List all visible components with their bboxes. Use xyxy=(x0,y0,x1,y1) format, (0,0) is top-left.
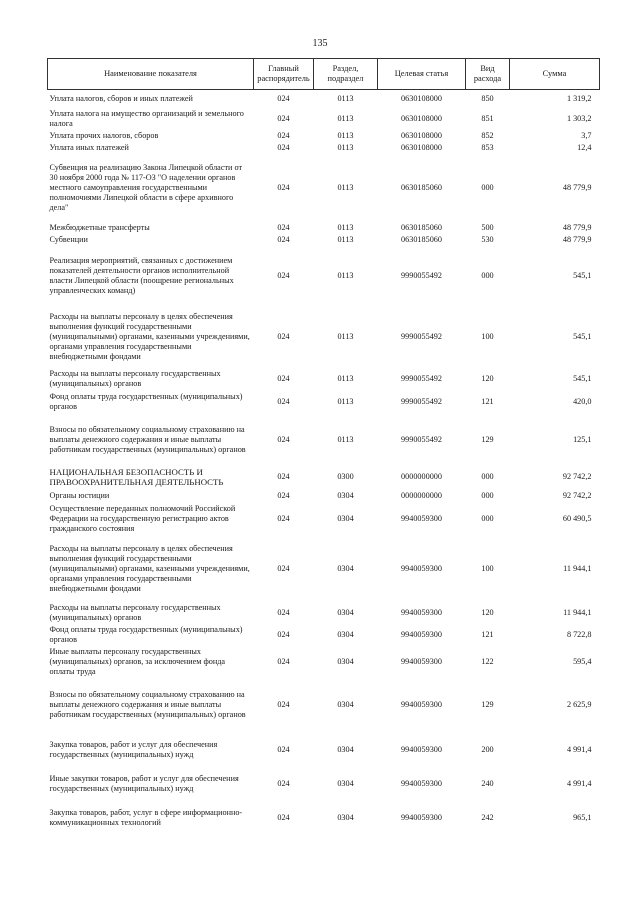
cell-expense-type: 850 xyxy=(481,93,494,103)
cell-target: 9940059300 xyxy=(401,629,442,639)
cell-section: 0113 xyxy=(337,182,354,192)
cell-section: 0300 xyxy=(337,472,354,481)
cell-main-manager: 024 xyxy=(277,513,290,523)
cell-expense-type: 200 xyxy=(481,745,494,754)
cell-name: Иные закупки товаров, работ и услуг для обеспечения государственных (муниципальных) нужд xyxy=(49,774,239,793)
cell-main-manager: 024 xyxy=(277,130,290,140)
cell-target: 9990055492 xyxy=(401,373,442,383)
cell-main-manager: 024 xyxy=(277,182,290,192)
cell-expense-type: 129 xyxy=(481,700,494,709)
cell-amount: 12,4 xyxy=(577,142,592,152)
cell-main-manager: 024 xyxy=(277,270,290,280)
cell-expense-type: 121 xyxy=(481,397,494,406)
cell-expense-type: 120 xyxy=(481,607,494,617)
budget-table xyxy=(47,58,600,835)
header-expense-type: Вид расхода xyxy=(466,59,510,90)
cell-section: 0304 xyxy=(337,779,354,788)
cell-expense-type: 242 xyxy=(481,812,494,822)
cell-main-manager: 024 xyxy=(277,142,290,152)
table-row xyxy=(48,415,600,465)
cell-target: 0630185060 xyxy=(401,182,442,192)
cell-name: Закупка товаров, работ, услуг в сфере информационно-коммуникационных технологий xyxy=(49,807,243,827)
cell-main-manager: 024 xyxy=(277,656,290,666)
cell-name: НАЦИОНАЛЬНАЯ БЕЗОПАСНОСТЬ И ПРАВООХРАНИТЕЛЬНАЯ ДЕЯТЕЛЬНОСТЬ xyxy=(49,467,224,487)
cell-name: Фонд оплаты труда государственных (муниципальных) органов xyxy=(49,624,243,644)
cell-expense-type: 122 xyxy=(481,656,494,666)
table-row xyxy=(48,234,600,246)
cell-target: 0630185060 xyxy=(401,222,442,232)
table-row xyxy=(48,130,600,142)
table-row xyxy=(48,108,600,130)
cell-target: 9940059300 xyxy=(401,513,442,523)
cell-name: Закупка товаров, работ и услуг для обеспечения государственных (муниципальных) нужд xyxy=(49,740,218,759)
cell-name: Реализация мероприятий, связанных с достижением показателей деятельности органов исполнительной власти Липецкой области (поощрение региональных управленческих команд) xyxy=(49,255,234,295)
table-row xyxy=(48,624,600,646)
cell-amount: 92 742,2 xyxy=(562,472,592,481)
cell-main-manager: 024 xyxy=(277,222,290,232)
cell-name: Межбюджетные трансферты xyxy=(49,222,150,232)
header-section: Раздел, подраздел xyxy=(314,59,378,90)
cell-section: 0113 xyxy=(337,113,354,123)
cell-target: 0000000000 xyxy=(401,490,442,500)
cell-expense-type: 100 xyxy=(481,331,494,341)
cell-amount: 48 779,9 xyxy=(562,182,592,192)
cell-target: 0630108000 xyxy=(401,142,442,152)
cell-main-manager: 024 xyxy=(277,373,290,383)
cell-name: Уплата иных платежей xyxy=(49,142,129,152)
cell-name: Осуществление переданных полномочий Российской Федерации на государственную регистрацию актов гражданского состояния xyxy=(49,503,236,533)
cell-expense-type: 530 xyxy=(481,234,494,244)
cell-target: 0630108000 xyxy=(401,130,442,140)
cell-expense-type: 853 xyxy=(481,142,494,152)
cell-name: Уплата прочих налогов, сборов xyxy=(49,130,159,140)
cell-amount: 48 779,9 xyxy=(562,222,592,232)
cell-main-manager: 024 xyxy=(277,93,290,103)
cell-section: 0304 xyxy=(337,607,354,617)
cell-expense-type: 000 xyxy=(481,490,494,500)
cell-target: 0630108000 xyxy=(401,93,442,103)
cell-section: 0304 xyxy=(337,812,354,822)
cell-name: Расходы на выплаты персоналу государственных (муниципальных) органов xyxy=(49,602,221,622)
cell-name: Взносы по обязательному социальному страхованию на выплаты денежного содержания и иные выплаты работникам государственных (муниципальных) органов xyxy=(49,690,246,719)
table-row xyxy=(48,678,600,733)
cell-name: Иные выплаты персоналу государственных (муниципальных) органов, за исключением фонда оплаты труда xyxy=(49,646,226,676)
cell-amount: 4 991,4 xyxy=(566,745,592,754)
cell-expense-type: 852 xyxy=(481,130,494,140)
cell-main-manager: 024 xyxy=(277,397,290,406)
cell-amount: 420,0 xyxy=(573,397,592,406)
header-main-manager: Главный распорядитель xyxy=(254,59,314,90)
cell-name: Расходы на выплаты персоналу в целях обеспечения выполнения функций государственными (муниципальными) органами, казенными учреждениями, органами управления государственными внебюджетными фондами xyxy=(49,543,250,593)
table-row xyxy=(48,154,600,222)
table-row xyxy=(48,801,600,835)
cell-main-manager: 024 xyxy=(277,331,290,341)
cell-amount: 125,1 xyxy=(573,434,592,444)
cell-target: 9940059300 xyxy=(401,607,442,617)
cell-section: 0113 xyxy=(337,222,354,232)
cell-section: 0113 xyxy=(337,93,354,103)
cell-expense-type: 000 xyxy=(481,182,494,192)
cell-target: 9940059300 xyxy=(401,745,442,754)
cell-name: Взносы по обязательному социальному страхованию на выплаты денежного содержания и иные выплаты работникам государственных (муниципальных) органов xyxy=(49,424,246,454)
cell-amount: 11 944,1 xyxy=(563,607,592,617)
cell-amount: 48 779,9 xyxy=(562,234,592,244)
cell-expense-type: 120 xyxy=(481,373,494,383)
cell-amount: 595,4 xyxy=(573,656,592,666)
cell-section: 0113 xyxy=(337,434,354,444)
cell-section: 0304 xyxy=(337,629,354,639)
table-row xyxy=(48,306,600,368)
cell-target: 9940059300 xyxy=(401,656,442,666)
table-row xyxy=(48,536,600,602)
cell-name: Расходы на выплаты персоналу государственных (муниципальных) органов xyxy=(49,368,221,388)
table-row xyxy=(48,368,600,390)
cell-target: 9940059300 xyxy=(401,700,442,709)
cell-amount: 545,1 xyxy=(573,331,592,341)
cell-target: 0630108000 xyxy=(401,113,442,123)
cell-expense-type: 100 xyxy=(481,563,494,573)
cell-main-manager: 024 xyxy=(277,745,290,754)
table-row xyxy=(48,733,600,768)
cell-main-manager: 024 xyxy=(277,700,290,709)
table-row xyxy=(48,502,600,536)
cell-main-manager: 024 xyxy=(277,629,290,639)
table-row xyxy=(48,90,600,108)
cell-amount: 1 319,2 xyxy=(566,93,592,103)
table-row xyxy=(48,646,600,678)
cell-main-manager: 024 xyxy=(277,607,290,617)
cell-expense-type: 000 xyxy=(481,270,494,280)
cell-section: 0113 xyxy=(337,397,354,406)
cell-target: 9940059300 xyxy=(401,812,442,822)
cell-amount: 3,7 xyxy=(581,130,592,140)
cell-amount: 92 742,2 xyxy=(562,490,592,500)
cell-section: 0113 xyxy=(337,331,354,341)
cell-expense-type: 240 xyxy=(481,779,494,788)
cell-expense-type: 500 xyxy=(481,222,494,232)
cell-target: 9940059300 xyxy=(401,779,442,788)
cell-target: 0000000000 xyxy=(401,472,442,481)
cell-name: Субвенции xyxy=(49,234,88,244)
cell-main-manager: 024 xyxy=(277,434,290,444)
cell-section: 0304 xyxy=(337,656,354,666)
cell-name: Уплата налога на имущество организаций и земельного налога xyxy=(49,108,244,128)
cell-target: 9990055492 xyxy=(401,331,442,341)
cell-expense-type: 000 xyxy=(481,513,494,523)
cell-section: 0113 xyxy=(337,270,354,280)
cell-main-manager: 024 xyxy=(277,472,290,481)
cell-amount: 1 303,2 xyxy=(566,113,592,123)
cell-section: 0113 xyxy=(337,373,354,383)
cell-name: Уплата налогов, сборов и иных платежей xyxy=(49,93,193,103)
table-row xyxy=(48,142,600,154)
cell-name: Субвенция на реализацию Закона Липецкой области от 30 ноября 2000 года № 117-ОЗ "О наделении органов местного самоуправления государственными полномочиями Липецкой области в сфере архивного дела" xyxy=(49,162,243,212)
cell-expense-type: 129 xyxy=(481,434,494,444)
cell-name: Органы юстиции xyxy=(49,490,110,500)
cell-section: 0113 xyxy=(337,234,354,244)
cell-section: 0304 xyxy=(337,745,354,754)
cell-section: 0304 xyxy=(337,513,354,523)
cell-amount: 965,1 xyxy=(573,812,592,822)
header-amount: Сумма xyxy=(510,59,600,90)
cell-name: Фонд оплаты труда государственных (муниципальных) органов xyxy=(49,392,243,411)
cell-target: 9990055492 xyxy=(401,270,442,280)
cell-main-manager: 024 xyxy=(277,234,290,244)
cell-target: 9990055492 xyxy=(401,434,442,444)
table-row xyxy=(48,602,600,624)
cell-amount: 11 944,1 xyxy=(563,563,592,573)
table-row xyxy=(48,222,600,234)
cell-main-manager: 024 xyxy=(277,563,290,573)
cell-expense-type: 121 xyxy=(481,629,494,639)
cell-section: 0304 xyxy=(337,563,354,573)
cell-target: 9940059300 xyxy=(401,563,442,573)
cell-section: 0113 xyxy=(337,142,354,152)
cell-target: 0630185060 xyxy=(401,234,442,244)
header-name: Наименование показателя xyxy=(48,59,254,90)
cell-main-manager: 024 xyxy=(277,490,290,500)
cell-amount: 60 490,5 xyxy=(562,513,592,523)
table-header-row xyxy=(48,59,600,90)
table-row xyxy=(48,390,600,415)
cell-main-manager: 024 xyxy=(277,812,290,822)
cell-expense-type: 000 xyxy=(481,472,494,481)
table-row xyxy=(48,465,600,490)
cell-section: 0113 xyxy=(337,130,354,140)
cell-amount: 4 991,4 xyxy=(566,779,592,788)
table-row xyxy=(48,768,600,801)
cell-amount: 8 722,8 xyxy=(566,629,592,639)
cell-section: 0304 xyxy=(337,700,354,709)
page-number: 135 xyxy=(312,38,328,49)
cell-name: Расходы на выплаты персоналу в целях обеспечения выполнения функций государственными (муниципальными) органами, казенными учреждениями, органами управления государственными внебюджетными фондами xyxy=(49,311,250,361)
header-target: Целевая статья xyxy=(378,59,466,90)
table-row xyxy=(48,246,600,306)
cell-amount: 545,1 xyxy=(573,373,592,383)
cell-main-manager: 024 xyxy=(277,113,290,123)
cell-target: 9990055492 xyxy=(401,397,442,406)
table-row xyxy=(48,490,600,502)
cell-amount: 545,1 xyxy=(573,270,592,280)
cell-section: 0304 xyxy=(337,490,354,500)
cell-expense-type: 851 xyxy=(481,113,494,123)
cell-main-manager: 024 xyxy=(277,779,290,788)
cell-amount: 2 625,9 xyxy=(566,700,592,709)
